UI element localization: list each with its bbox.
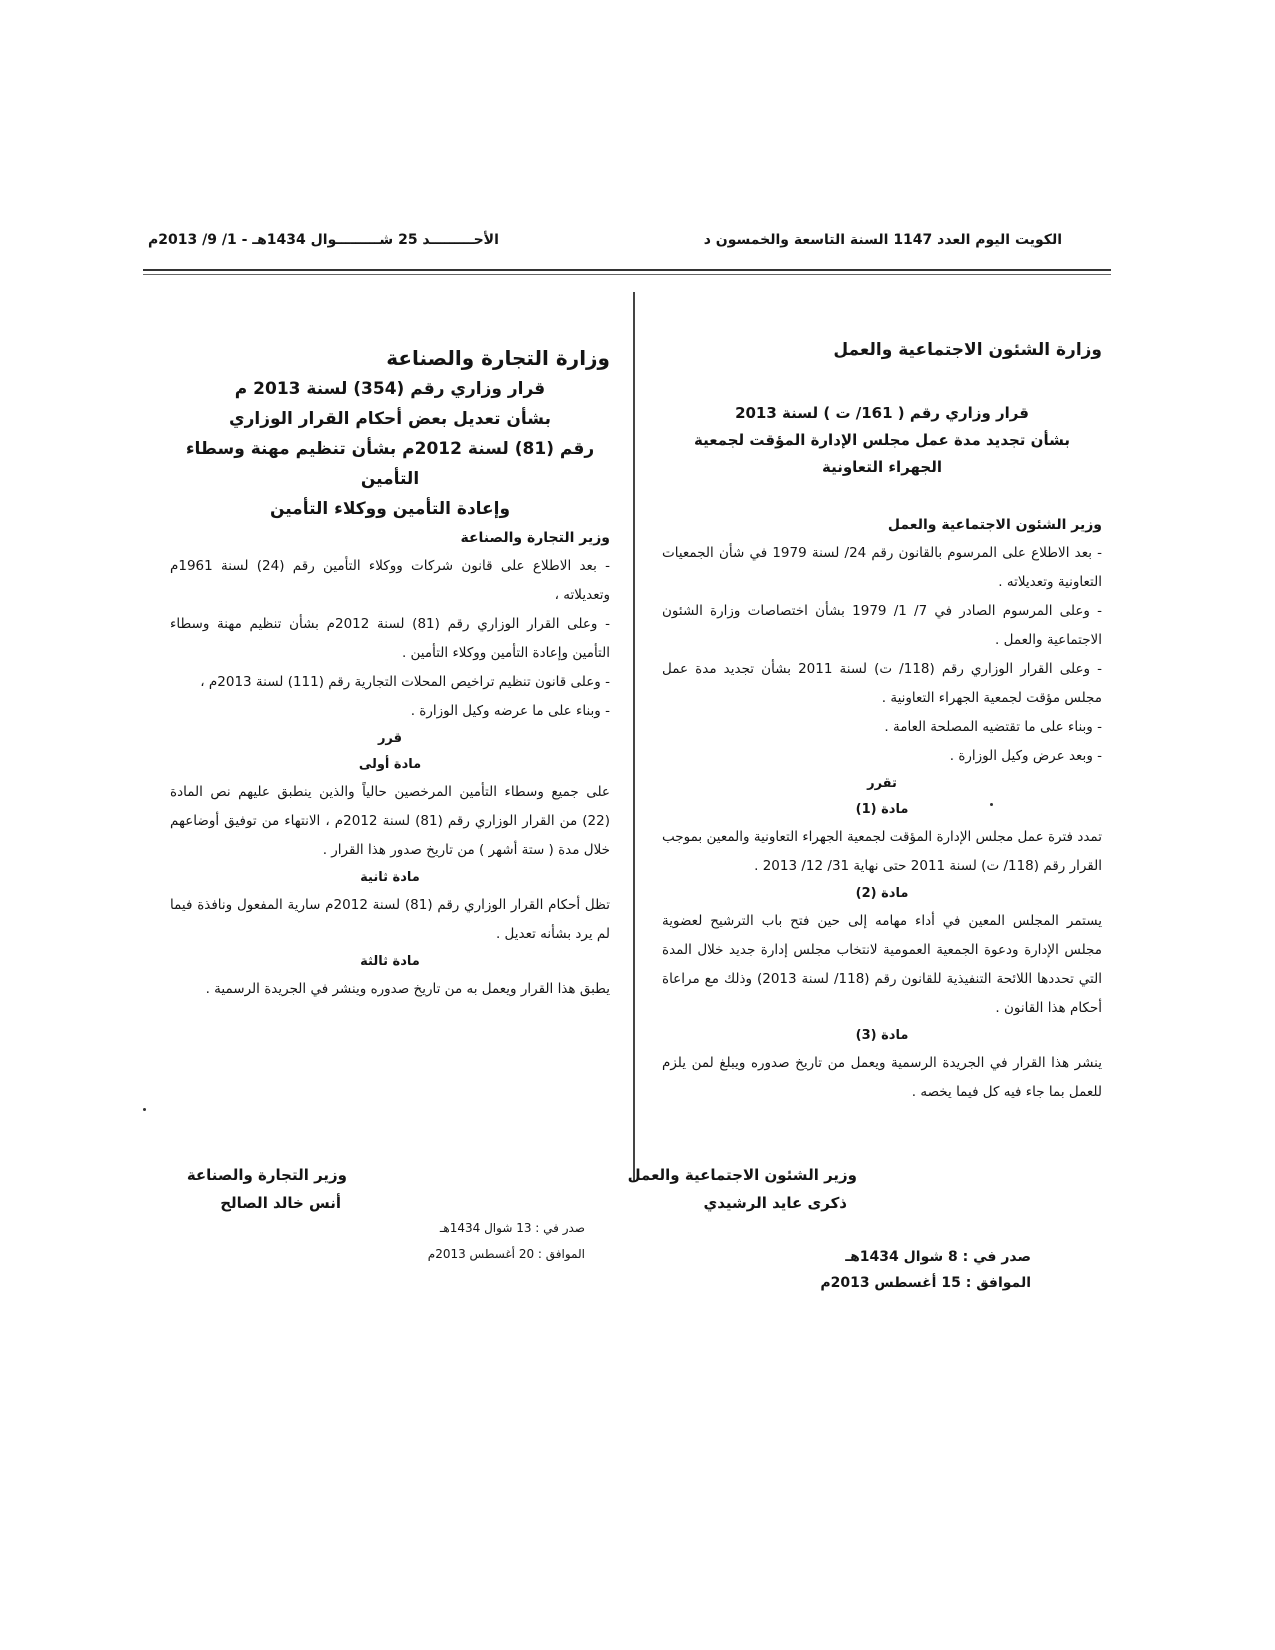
preamble-item: - وعلى قانون تنظيم تراخيص المحلات التجارية رقم (111) لسنة 2013م ،: [200, 674, 610, 690]
preamble-item: - وبعد عرض وكيل الوزارة .: [949, 748, 1102, 764]
article-heading: مادة أولى: [358, 757, 422, 772]
corresponding-date: الموافق : 15 أغسطس 2013م: [820, 1275, 1031, 1291]
signature-title: وزير التجارة والصناعة: [186, 1166, 347, 1184]
article-text: تمدد فترة عمل مجلس الإدارة المؤقت لجمعية الجهراء التعاونية والمعين بموجب القرار رقم (118/ ت) لسنة 2011 حتى نهاية 31/ 12/ 2013 .: [662, 829, 1102, 874]
article-text: ينشر هذا القرار في الجريدة الرسمية ويعمل من تاريخ صدوره ويبلغ لمن يلزم للعمل بما جاء فيه كل فيما يخصه .: [662, 1055, 1102, 1100]
decision-word: قرر: [377, 731, 403, 746]
issue-date-block: [428, 1215, 585, 1267]
preamble-item: - بعد الاطلاع على قانون شركات ووكلاء التأمين رقم (24) لسنة 1961م وتعديلاته ،: [170, 558, 610, 603]
signature-name: ذكرى عايد الرشيدي: [703, 1194, 847, 1212]
signature-block: [187, 1161, 347, 1217]
preamble-item: - وبناء على ما تقتضيه المصلحة العامة .: [884, 719, 1102, 735]
signature-name: أنس خالد الصالح: [220, 1194, 341, 1212]
decree-title-line: بشأن تجديد مدة عمل مجلس الإدارة المؤقت لجمعية: [694, 431, 1070, 449]
decree-title: [170, 374, 610, 524]
preamble-item: - وعلى القرار الوزاري رقم (118/ ت) لسنة 2011 بشأن تجديد مدة عمل مجلس مؤقت لجمعية الجهراء التعاونية .: [662, 661, 1102, 706]
article-text: يستمر المجلس المعين في أداء مهامه إلى حين فتح باب الترشيح لعضوية مجلس الإدارة ودعوة الجمعية العمومية لانتخاب مجلس إدارة جديد خلال المدة التي تحددها اللائحة التنفيذية للقانون رقم (118/ لسنة 2013) وذلك مع مراعاة أحكام هذا القانون .: [662, 913, 1102, 1016]
scan-speck: [143, 1108, 146, 1111]
signature-block: [628, 1161, 857, 1217]
header-rule: [143, 269, 1111, 271]
decree-title-line: وإعادة التأمين ووكلاء التأمين: [269, 499, 511, 519]
article-heading: مادة ثانية: [360, 870, 420, 885]
article-heading: مادة (2): [855, 886, 909, 901]
issued-date: صدر في : 13 شوال 1434هـ: [439, 1221, 585, 1235]
running-header-left: الأحـــــــــد 25 شـــــــــوال 1434هـ - 1/ 9/ 2013م: [148, 232, 499, 248]
decree-title-line: قرار وزاري رقم (354) لسنة 2013 م: [234, 379, 546, 399]
decree-title-line: قرار وزاري رقم ( 161/ ت ) لسنة 2013: [735, 404, 1029, 422]
preamble-item: - وبناء على ما عرضه وكيل الوزارة .: [410, 703, 610, 719]
article-text: على جميع وسطاء التأمين المرخصين حالياً والذين ينطبق عليهم نص المادة (22) من القرار الوزاري رقم (81) لسنة 2012م ، الانتهاء من توفيق أوضاعهم خلال مدة ( ستة أشهر ) من تاريخ صدور هذا القرار .: [170, 784, 610, 858]
minister-heading: وزير التجارة والصناعة: [460, 530, 610, 546]
article-text: يطبق هذا القرار ويعمل به من تاريخ صدوره وينشر في الجريدة الرسمية .: [205, 981, 610, 997]
ministry-name: وزارة الشئون الاجتماعية والعمل: [833, 340, 1102, 360]
preamble-item: - وعلى القرار الوزاري رقم (81) لسنة 2012م بشأن تنظيم مهنة وسطاء التأمين وإعادة التأمين ووكلاء التأمين .: [170, 616, 610, 661]
preamble-item: - بعد الاطلاع على المرسوم بالقانون رقم 24/ لسنة 1979 في شأن الجمعيات التعاونية وتعديلاته .: [662, 545, 1103, 590]
corresponding-date: الموافق : 20 أغسطس 2013م: [427, 1247, 585, 1261]
issue-date-block: [820, 1244, 1031, 1296]
decision-word: تقرر: [867, 776, 897, 791]
header-rule-thin: [143, 274, 1111, 275]
column-divider: [633, 292, 635, 1182]
decree-commerce: [170, 344, 610, 1004]
ministry-name: وزارة التجارة والصناعة: [386, 346, 610, 370]
article-heading: مادة (3): [855, 1028, 909, 1043]
decree-title-line: بشأن تعديل بعض أحكام القرار الوزاري: [229, 409, 551, 429]
article-heading: مادة (1): [855, 802, 909, 817]
issued-date: صدر في : 8 شوال 1434هـ: [845, 1249, 1031, 1265]
signature-title: وزير الشئون الاجتماعية والعمل: [627, 1166, 857, 1184]
article-text: تظل أحكام القرار الوزاري رقم (81) لسنة 2012م سارية المفعول ونافذة فيما لم يرد بشأنه تعديل .: [170, 897, 610, 942]
minister-heading: وزير الشئون الاجتماعية والعمل: [887, 517, 1102, 533]
decree-title-line: رقم (81) لسنة 2012م بشأن تنظيم مهنة وسطاء التأمين: [185, 439, 595, 489]
decree-title: [662, 400, 1102, 481]
article-heading: مادة ثالثة: [360, 954, 420, 969]
decree-title-line: الجهراء التعاونية: [821, 458, 943, 476]
decree-social-affairs: [662, 336, 1102, 1107]
running-header-right: الكويت اليوم العدد 1147 السنة التاسعة والخمسون د: [703, 232, 1062, 248]
preamble-item: - وعلى المرسوم الصادر في 7/ 1/ 1979 بشأن اختصاصات وزارة الشئون الاجتماعية والعمل .: [662, 603, 1103, 648]
